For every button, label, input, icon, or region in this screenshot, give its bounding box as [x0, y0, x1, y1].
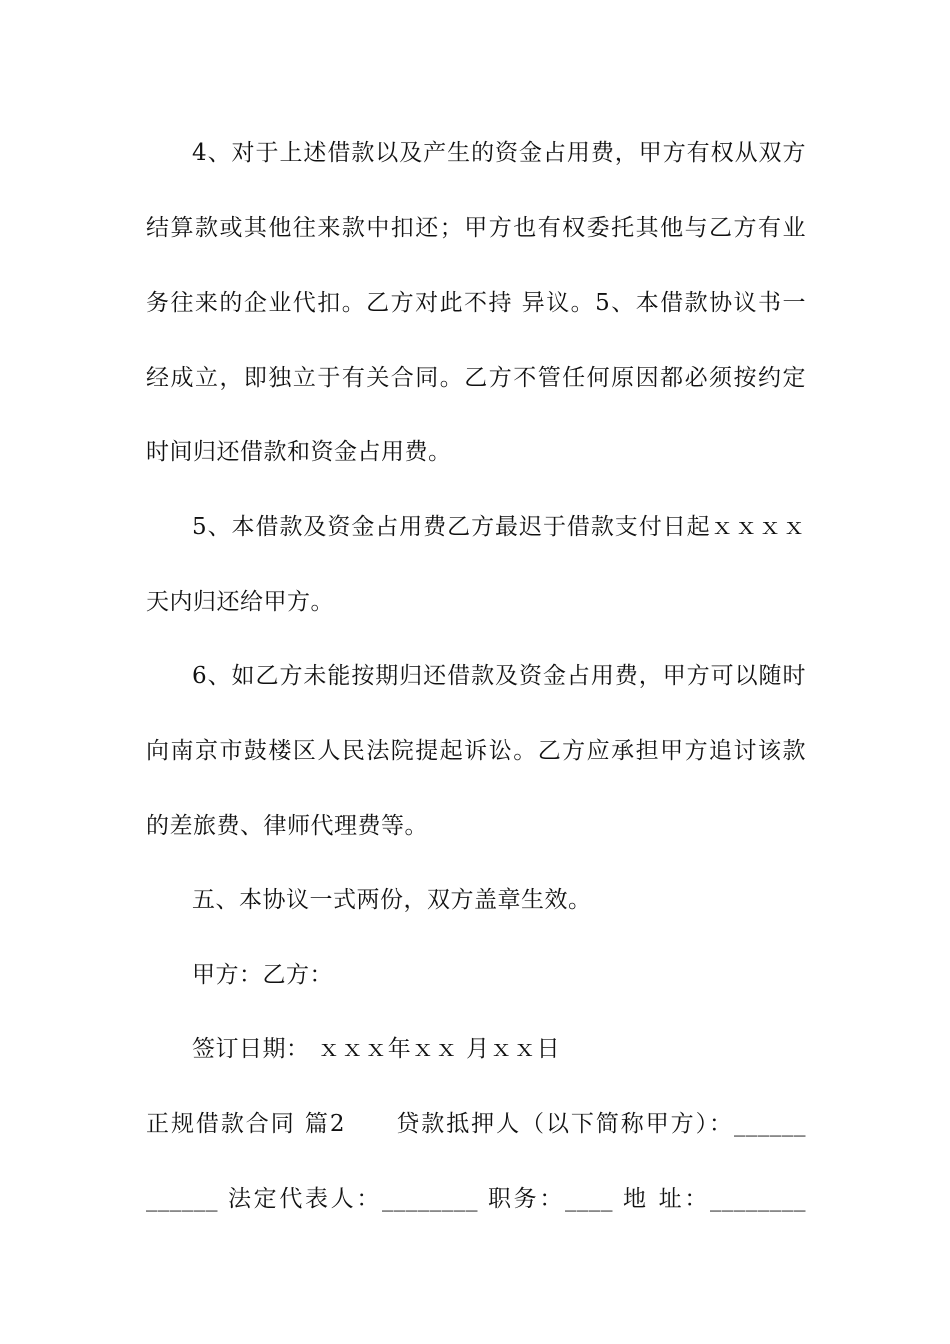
clause-4-line-2: 结算款或其他往来款中扣还；甲方也有权委托其他与乙方有业 [146, 215, 806, 241]
clause-5-line-1: 5、本借款及资金占用费乙方最迟于借款支付日起ｘｘｘｘ [192, 514, 806, 540]
contract-2-fields: ______ 法定代表人：________ 职务：____ 地 址：________ [146, 1186, 806, 1212]
clause-4-line-1: 4、对于上述借款以及产生的资金占用费，甲方有权从双方 [192, 140, 806, 166]
clause-4-line-4: 经成立，即独立于有关合同。乙方不管任何原因都必须按约定 [146, 365, 806, 391]
section-5-text: 五、本协议一式两份，双方盖章生效。 [192, 887, 592, 913]
clause-6-line-3: 的差旅费、律师代理费等。 [146, 813, 428, 839]
signing-date: 签订日期： ｘｘｘ年ｘｘ 月ｘｘ日 [192, 1036, 561, 1062]
clause-5-line-2: 天内归还给甲方。 [146, 589, 334, 615]
party-labels: 甲方：乙方： [192, 962, 333, 988]
clause-4-line-3: 务往来的企业代扣。乙方对此不持 异议。5、本借款协议书一 [146, 290, 806, 316]
clause-4-line-5: 时间归还借款和资金占用费。 [146, 439, 452, 465]
clause-6-line-1: 6、如乙方未能按期归还借款及资金占用费，甲方可以随时 [192, 663, 806, 689]
contract-2-heading: 正规借款合同 篇2 贷款抵押人（以下简称甲方）：______ [146, 1111, 806, 1137]
clause-6-line-2: 向南京市鼓楼区人民法院提起诉讼。乙方应承担甲方追讨该款 [146, 738, 806, 764]
